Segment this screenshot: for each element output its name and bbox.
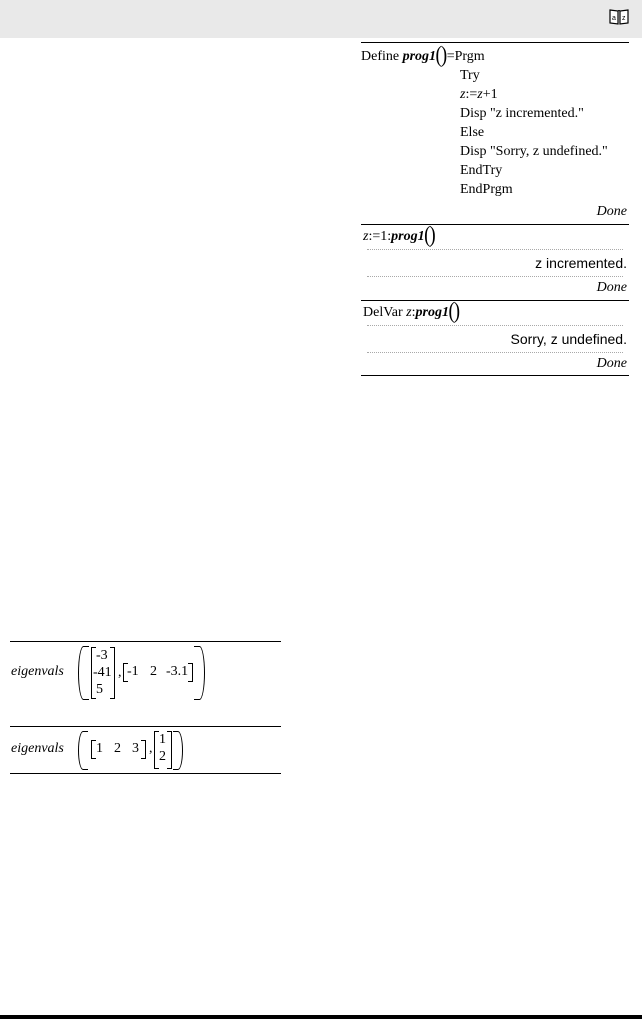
- bottom-rule: [0, 1015, 642, 1019]
- matrix-cell: -41: [93, 665, 112, 680]
- matrix-cell: 3: [132, 741, 139, 756]
- matrix-cell: 2: [114, 741, 121, 756]
- body-line: Else: [460, 125, 485, 140]
- comma: ,: [149, 741, 153, 756]
- define-keyword: Define: [361, 49, 400, 64]
- run-defined-block: [361, 224, 629, 299]
- outer-paren-right: [194, 646, 205, 700]
- matrix-cell: 2: [159, 749, 166, 764]
- open-paren: (: [435, 42, 442, 68]
- matrix-cell: 1: [96, 741, 103, 756]
- outer-paren-left: [78, 646, 89, 700]
- try-example-panel: [361, 42, 629, 376]
- body-line: Disp "Sorry, z undefined.": [460, 144, 608, 159]
- body-line: EndTry: [460, 163, 503, 178]
- matrix-cell: -3.1: [166, 664, 189, 679]
- call-prog1: prog1: [415, 305, 449, 320]
- eigenvals-expression-1: [10, 642, 281, 704]
- eigenvals-example-1: [10, 641, 281, 704]
- run-defined-entry: z:=1:prog1(): [363, 222, 436, 248]
- comma: ,: [118, 665, 122, 680]
- func-name: eigenvals: [11, 741, 64, 756]
- equals-prgm: =Prgm: [446, 49, 485, 64]
- body-line: z:=z+1: [460, 87, 498, 102]
- matrix-cell: 1: [159, 732, 166, 747]
- eigenvals-expression-2: [10, 727, 281, 773]
- func-name: eigenvals: [11, 664, 64, 679]
- prog-name: prog1: [402, 49, 437, 64]
- close-paren: ): [440, 42, 448, 68]
- run-undefined-entry: DelVar z:prog1(): [363, 298, 461, 324]
- svg-text:z: z: [622, 15, 626, 22]
- define-result: Done: [596, 204, 627, 219]
- output-z-incremented: z incremented.: [535, 255, 627, 271]
- bracket-right: [110, 647, 115, 699]
- book-icon[interactable]: [609, 8, 629, 26]
- colon: :: [411, 305, 416, 320]
- body-line: Try: [460, 68, 480, 83]
- matrix-cell: 5: [96, 682, 103, 697]
- delvar-keyword: DelVar: [363, 305, 407, 320]
- bracket-right: [167, 731, 172, 769]
- outer-paren-left: [78, 731, 88, 770]
- matrix-cell: 2: [150, 664, 157, 679]
- run-undefined-block: [361, 300, 629, 376]
- header-bar: [0, 0, 642, 38]
- var-z: z: [406, 305, 412, 320]
- bracket-right: [141, 740, 146, 759]
- matrix-cell: -3: [96, 648, 108, 663]
- matrix-cell: -1: [127, 664, 139, 679]
- body-line: Disp "z incremented.": [460, 106, 584, 121]
- define-line: [361, 42, 629, 68]
- run-undefined-result: Done: [596, 356, 627, 371]
- output-sorry: Sorry, z undefined.: [510, 331, 627, 347]
- call-prog1: prog1: [391, 229, 425, 244]
- outer-paren-right: [173, 731, 183, 770]
- bracket-right: [188, 663, 193, 682]
- svg-text:a: a: [612, 15, 616, 22]
- eigenvals-example-2: [10, 726, 281, 774]
- run-defined-result: Done: [596, 280, 627, 295]
- eigenvals-panel: [10, 641, 281, 774]
- body-line: EndPrgm: [460, 182, 513, 197]
- define-block: [361, 42, 629, 223]
